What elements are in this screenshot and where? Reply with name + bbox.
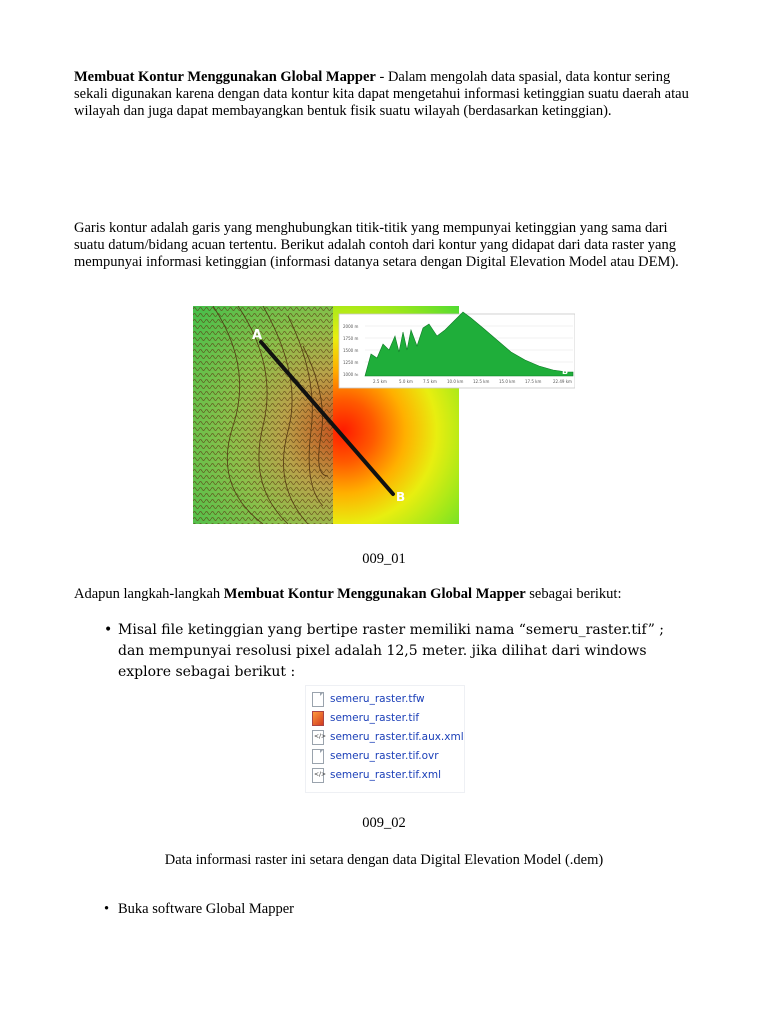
xml-file-icon: </> xyxy=(312,730,324,744)
svg-text:12.5 km: 12.5 km xyxy=(473,379,490,384)
point-b-label: B xyxy=(396,490,406,504)
raster-note: Data informasi raster ini setara dengan data Digital Elevation Model (.dem) xyxy=(164,852,604,868)
bullet-text: Buka software Global Mapper xyxy=(118,901,294,917)
steps-intro xyxy=(74,586,689,603)
intro-paragraph xyxy=(74,69,689,120)
file-item[interactable] xyxy=(312,766,441,784)
contour-definition-paragraph: Garis kontur adalah garis yang menghubungkan titik-titik yang mempunyai ketinggian yang sama dari suatu datum/bidang acuan tertentu. Berikut adalah contoh dari kontur yang didapat dari data raster yang mempunyai informasi ketinggian (informasi datanya setara dengan Digital Elevation Model atau DEM). xyxy=(74,220,679,270)
file-name: semeru_raster.tfw xyxy=(330,692,425,705)
file-item[interactable] xyxy=(312,709,419,727)
bullet-list-1 xyxy=(74,620,674,683)
bullet-list-2 xyxy=(74,901,674,918)
svg-text:22.49 km: 22.49 km xyxy=(553,379,572,384)
profile-label-a: A xyxy=(356,367,363,376)
svg-text:7.5 km: 7.5 km xyxy=(423,379,437,384)
intro-title: Membuat Kontur Menggunakan Global Mapper xyxy=(74,69,376,85)
file-name: semeru_raster.tif.aux.xml xyxy=(330,730,464,743)
document-icon xyxy=(312,749,324,763)
file-item[interactable] xyxy=(312,747,439,765)
svg-text:10.0 km: 10.0 km xyxy=(447,379,464,384)
svg-text:17.5 km: 17.5 km xyxy=(525,379,542,384)
contour-map-image xyxy=(193,306,575,524)
steps-intro-before: Adapun langkah-langkah xyxy=(74,586,224,602)
figure1-caption: 009_01 xyxy=(362,551,406,567)
svg-text:1250 m: 1250 m xyxy=(343,360,359,365)
contour-figure xyxy=(193,306,575,524)
figure2-caption: 009_02 xyxy=(362,815,406,831)
svg-text:1000 m: 1000 m xyxy=(343,372,359,377)
svg-text:2.5 km: 2.5 km xyxy=(373,379,387,384)
profile-label-b: B xyxy=(562,367,569,376)
svg-text:5.0 km: 5.0 km xyxy=(399,379,413,384)
bullet-text: Misal file ketinggian yang bertipe raster memiliki nama “semeru_raster.tif” ; dan mempunyai resolusi pixel adalah 12,5 meter. jika dilihat dari windows explore sebagai berikut : xyxy=(118,622,665,680)
svg-text:1750 m: 1750 m xyxy=(343,336,359,341)
file-explorer-figure xyxy=(305,685,465,793)
bullet-dot-icon: • xyxy=(104,901,110,917)
point-a-label: A xyxy=(252,328,263,343)
xml-file-icon: </> xyxy=(312,768,324,782)
steps-intro-after: sebagai berikut: xyxy=(525,586,622,602)
svg-text:2000 m: 2000 m xyxy=(343,324,359,329)
svg-text:15.0 km: 15.0 km xyxy=(499,379,516,384)
bullet-item xyxy=(74,901,674,918)
file-item[interactable] xyxy=(312,690,425,708)
file-name: semeru_raster.tif xyxy=(330,711,420,724)
file-name: semeru_raster.tif.xml xyxy=(330,768,441,781)
document-icon xyxy=(312,692,324,706)
svg-text:1500 m: 1500 m xyxy=(343,348,359,353)
steps-intro-bold: Membuat Kontur Menggunakan Global Mapper xyxy=(223,586,526,602)
bullet-dot-icon: • xyxy=(104,622,113,638)
bullet-item xyxy=(74,620,674,683)
image-file-icon xyxy=(312,711,324,725)
intro-text: - Dalam mengolah data spasial, data kontur sering sekali digunakan karena dengan data kontur kita dapat mengetahui informasi ketinggian suatu daerah atau wilayah dan juga dapat membayangkan bentuk fisik suatu wilayah (berdasarkan ketinggian). xyxy=(74,69,689,119)
file-item[interactable] xyxy=(312,728,464,746)
file-name: semeru_raster.tif.ovr xyxy=(330,749,439,762)
